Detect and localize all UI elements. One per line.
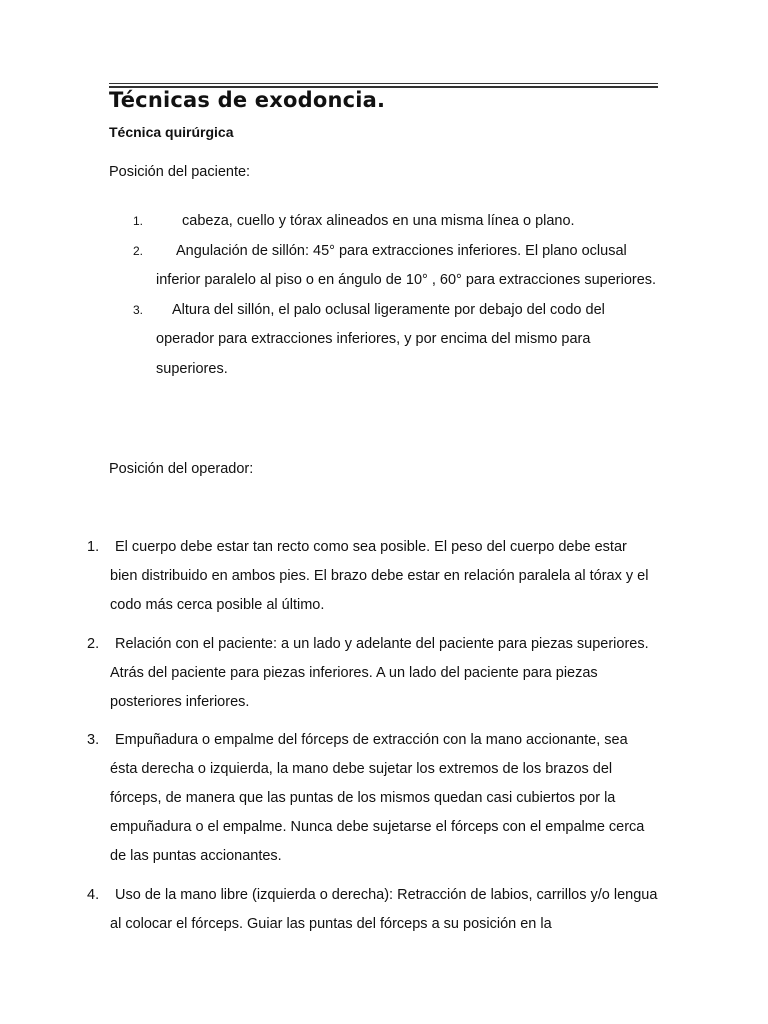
header-rule-thin	[109, 83, 658, 84]
list-item-text: El cuerpo debe estar tan recto como sea posible. El peso del cuerpo debe estar bien distribuido en ambos pies. El brazo debe estar en relación paralela al tórax y el codo más cerca posible al último.	[110, 539, 649, 613]
operator-position-list	[0, 533, 768, 948]
list-item-number: 4.	[87, 886, 100, 903]
operator-position-label: Posición del operador:	[109, 461, 254, 477]
list-item	[0, 630, 768, 717]
list-item-text: Empuñadura o empalme del fórceps de extracción con la mano accionante, sea ésta derecha o izquierda, la mano debe sujetar los extremos de los brazos del fórceps, de manera que las puntas de los mismos quedan casi cubiertos por la empuñadura o el empalme. Nunca debe sujetarse el fórceps con el empalme cerca de las puntas accionantes.	[110, 732, 645, 864]
list-item-number: 2.	[133, 243, 144, 258]
list-item-number: 3.	[133, 302, 144, 317]
section-subtitle: Técnica quirúrgica	[109, 124, 234, 140]
list-item	[0, 207, 768, 237]
patient-position-list	[0, 207, 768, 384]
list-item	[0, 881, 768, 939]
list-item-number: 1.	[87, 539, 100, 555]
list-item	[0, 726, 768, 871]
list-item-text: cabeza, cuello y tórax alineados en una misma línea o plano.	[178, 213, 575, 229]
list-item-text: Relación con el paciente: a un lado y adelante del paciente para piezas superiores. Atrás del paciente para piezas inferiores. A un lado del paciente para piezas posteriores inferiores.	[110, 635, 649, 710]
list-item	[0, 533, 768, 620]
patient-position-label: Posición del paciente:	[109, 164, 251, 180]
list-item-number: 1.	[133, 214, 144, 228]
list-item	[0, 296, 768, 385]
list-item-text: Angulación de sillón: 45° para extracciones inferiores. El plano oclusal inferior paralelo al piso o en ángulo de 10° , 60° para extracciones superiores.	[156, 242, 657, 288]
list-item-text: Altura del sillón, el palo oclusal ligeramente por debajo del codo del operador para extracciones inferiores, y por encima del mismo para superiores.	[156, 301, 605, 377]
list-item-number: 3.	[87, 732, 100, 748]
list-item-text: Uso de la mano libre (izquierda o derecha): Retracción de labios, carrillos y/o lengua al colocar el fórceps. Guiar las puntas del fórceps a su posición en la	[110, 886, 658, 932]
document-title: Técnicas de exodoncia.	[109, 88, 386, 112]
list-item	[0, 237, 768, 296]
list-item-number: 2.	[87, 635, 100, 652]
